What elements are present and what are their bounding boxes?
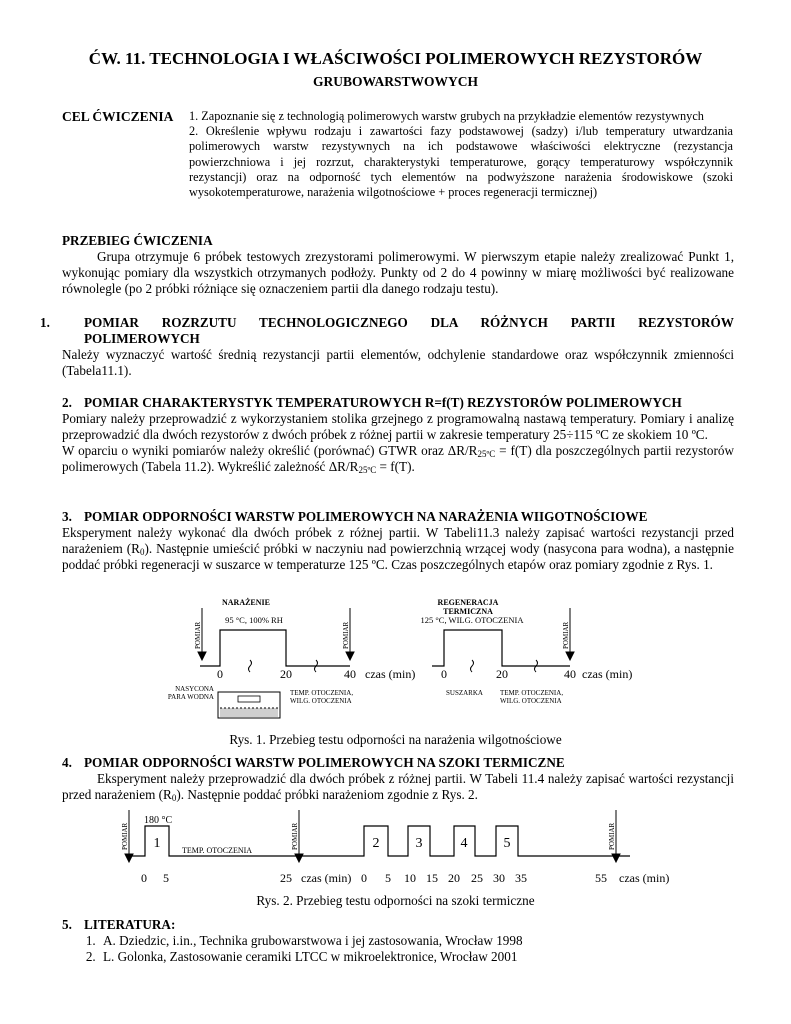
section-1-text: Należy wyznaczyć wartość średnią rezystancji partii elementów, odchylenie standardowe oraz współczynnik zmienności (Tabela11.1). — [62, 347, 734, 378]
fig1-tick-40-right: 40 — [564, 667, 576, 681]
section-4-title: POMIAR ODPORNOŚCI WARSTW POLIMEROWYCH NA SZOKI TERMICZNE — [84, 755, 565, 770]
section-1-heading — [40, 315, 734, 347]
s3-text-b: ). Następnie umieścić próbki w naczyniu nad powierzchnią wrzącej wody (nasycona para wodna), a następnie poddać próbki regeneracji w suszarce w temperaturze 125 ºC. Czas poszczególnych etapów oraz pomiary zgodnie z Rys. 1. — [62, 541, 734, 572]
fig2-pulse-2: 2 — [372, 836, 380, 851]
fig1-axis-label-left: czas (min) — [365, 667, 416, 681]
fig1-temp-ot-left-2: WILG. OTOCZENIA — [290, 697, 352, 705]
przebieg-heading: PRZEBIEG ĆWICZENIA — [62, 233, 213, 248]
fig1-tick-0-left: 0 — [217, 667, 223, 681]
section-2-text-1: Pomiary należy przeprowadzić z wykorzystaniem stolika grzejnego z programowalną nastawą temperatury. Pomiary i analizę przeprowadzić dla dwóch rezystorów z dwóch próbek z różnej partii w zakresie temperatury 25÷115 ºC ze skokiem 10 ºC. — [62, 411, 734, 442]
cel-body — [189, 109, 733, 200]
section-3 — [62, 509, 734, 573]
fig2-temp: 180 °C — [144, 815, 173, 826]
fig2-pomiar-2: POMIAR — [291, 822, 299, 850]
fig1-termiczna-label: TERMICZNA — [443, 607, 493, 616]
fig2-axis-label-left: czas (min) — [301, 871, 352, 885]
s2-sub-1: 25ºC — [477, 449, 496, 459]
fig1-temp-ot-right-1: TEMP. OTOCZENIA, — [500, 689, 564, 697]
reference-item: 2. L. Golonka, Zastosowanie ceramiki LTCC w mikroelektronice, Wrocław 2001 — [99, 949, 734, 965]
fig2-temp-ot: TEMP. OTOCZENIA — [182, 846, 253, 855]
section-1-title: POMIAR ROZRZUTU TECHNOLOGICZNEGO DLA RÓŻNYCH PARTII REZYSTORÓW POLIMEROWYCH — [84, 315, 734, 346]
fig1-nasycona-2: PARA WODNA — [167, 693, 214, 701]
cel-label: CEL ĆWICZENIA — [62, 109, 174, 124]
section-4-number: 4. — [62, 755, 72, 770]
s2-text-c: = f(T). — [376, 459, 415, 474]
fig2-pulse-4: 4 — [460, 836, 468, 851]
fig1-arrow-head-2 — [346, 652, 354, 660]
section-5-title: LITERATURA: — [84, 917, 176, 932]
section-2-text-2 — [62, 443, 734, 475]
section-2 — [62, 395, 734, 475]
fig2-tick-r-10: 10 — [404, 871, 416, 885]
figure-2-caption: Rys. 2. Przebieg testu odporności na szoki termiczne — [256, 893, 535, 908]
fig2-tick-r-35: 35 — [515, 871, 527, 885]
fig2-tick-r-25: 25 — [471, 871, 483, 885]
s3-text-a: Eksperyment należy wykonać dla dwóch próbek z różnej partii. W Tabeli11.3 należy zapisać wartości rezystancji przed narażeniem (R — [62, 525, 734, 556]
fig2-tick-r-15: 15 — [426, 871, 438, 885]
section-5-heading — [62, 917, 734, 933]
fig1-arrow-head-3 — [566, 652, 574, 660]
fig1-tick-0-right: 0 — [441, 667, 447, 681]
section-1-number: 1. — [40, 315, 50, 330]
fig1-left-profile — [200, 630, 350, 666]
fig1-pomiar-2: POMIAR — [342, 621, 350, 649]
fig1-tick-40-left: 40 — [344, 667, 356, 681]
reference-item: 1. A. Dziedzic, i.in., Technika grubowarstwowa i jej zastosowania, Wrocław 1998 — [99, 933, 734, 949]
fig2-pulse-1: 1 — [153, 836, 161, 851]
title-line-1: ĆW. 11. TECHNOLOGIA I WŁAŚCIWOŚCI POLIMEROWYCH REZYSTORÓW — [88, 49, 703, 68]
fig1-nasycona-1: NASYCONA — [175, 685, 214, 693]
figure-1-diagram — [150, 594, 650, 730]
fig1-sample-holder — [238, 696, 260, 702]
fig1-cond-right: 125 °C, WILG. OTOCZENIA — [420, 615, 524, 625]
section-5-number: 5. — [62, 917, 72, 932]
fig1-tick-20-right: 20 — [496, 667, 508, 681]
section-5 — [62, 917, 734, 965]
figure-2-diagram — [100, 806, 700, 892]
fig2-arrow-head-1 — [125, 854, 133, 862]
figure-1-caption: Rys. 1. Przebieg testu odporności na narażenia wilgotnościowe — [229, 732, 562, 747]
document-title — [0, 48, 791, 92]
fig1-regeneracja-label: REGENERACJA — [437, 598, 499, 607]
fig2-tick-r-0: 0 — [361, 871, 367, 885]
fig2-arrow-head-2 — [295, 854, 303, 862]
s4-sub: 0 — [171, 793, 177, 803]
fig2-tick-l-0: 0 — [141, 871, 147, 885]
cel-item-1: 1. Zapoznanie się z technologią polimerowych warstw grubych na przykładzie elementów rezystywnych — [189, 109, 704, 123]
przebieg-text: Grupa otrzymuje 6 próbek testowych zrezystorami polimerowymi. W pierwszym etapie należy zrealizować Punkt 1, wykonując pomiary dla wszystkich otrzymanych podłoży. Punkty od 2 do 4 powinny w miarę możliwości być realizowane równolegle (po 2 próbki różniące się oznaczeniem partii dla danego rodzaju testu). — [62, 249, 734, 296]
section-3-heading — [62, 509, 734, 525]
fig1-break-3 — [471, 660, 474, 672]
fig2-pomiar-3: POMIAR — [608, 822, 616, 850]
s2-text-a: W oparciu o wyniki pomiarów należy określić (porównać) GTWR oraz ΔR/R — [62, 443, 478, 458]
fig1-temp-ot-left-1: TEMP. OTOCZENIA, — [290, 689, 354, 697]
fig1-arrow-head-1 — [198, 652, 206, 660]
section-4-heading — [62, 755, 734, 771]
fig1-temp-ot-right-2: WILG. OTOCZENIA — [500, 697, 562, 705]
section-3-title: POMIAR ODPORNOŚCI WARSTW POLIMEROWYCH NA NARAŻENIA WIIGOTNOŚCIOWE — [84, 509, 648, 524]
section-2-heading — [62, 395, 734, 411]
fig1-water-vessel — [218, 692, 280, 718]
fig1-pomiar-3: POMIAR — [562, 621, 570, 649]
fig2-tick-r-55: 55 — [595, 871, 607, 885]
s4-text-b: ). Następnie poddać próbki narażeniom zgodnie z Rys. 2. — [176, 787, 478, 802]
section-1 — [40, 315, 734, 379]
s3-sub: 0 — [139, 547, 145, 557]
fig2-tick-r-5: 5 — [385, 871, 391, 885]
s2-sub-2: 25ºC — [358, 465, 377, 475]
fig2-tick-r-20: 20 — [448, 871, 460, 885]
section-4-text — [62, 771, 734, 803]
fig1-narazenie-label: NARAŻENIE — [221, 598, 271, 607]
fig1-break-1 — [249, 660, 252, 672]
section-3-text — [62, 525, 734, 573]
fig2-axis-label-right: czas (min) — [619, 871, 670, 885]
fig2-arrow-head-3 — [612, 854, 620, 862]
section-4 — [62, 755, 734, 803]
section-2-number: 2. — [62, 395, 72, 410]
fig2-pulse-3: 3 — [415, 836, 423, 851]
fig1-pomiar-1: POMIAR — [194, 621, 202, 649]
fig2-tick-l-25: 25 — [280, 871, 292, 885]
fig1-water-fill — [220, 708, 278, 717]
title-line-2: GRUBOWARSTWOWYCH — [312, 74, 479, 89]
fig2-pulse-5: 5 — [503, 836, 511, 851]
fig1-suszarka: SUSZARKA — [446, 689, 483, 697]
cel-item-2: 2. Określenie wpływu rodzaju i zawartości fazy podstawowej (sadzy) i/lub temperatury utwardzania polimerowych warstw rezystywnych na ich podstawowe właściwości elektryczne (rezystancja powierzchniowa i jej rozrzut, charakterystyki temperaturowe, gorący temperaturowy współczynnik rezystancji) oraz na odporność tych elementów na podwyższone narażenia środowiskowe (szoki wysokotemperaturowe, narażenia wilgotnościowe + proces regeneracji termicznej) — [189, 124, 733, 200]
fig2-right-profile — [288, 826, 630, 856]
s2-text-b: = f(T) dla poszczególnych partii rezystorów polimerowych (Tabela 11.2). Wykreślić zależność ΔR/R — [62, 443, 735, 474]
fig2-pomiar-1: POMIAR — [121, 822, 129, 850]
fig1-axis-label-right: czas (min) — [582, 667, 633, 681]
references-list — [62, 933, 734, 965]
fig2-tick-r-30: 30 — [493, 871, 505, 885]
s4-text-a: Eksperyment należy przeprowadzić dla dwóch próbek z różnej partii. W Tabeli 11.4 należy zapisać wartości rezystancji przed narażeniem (R — [62, 771, 734, 802]
fig2-tick-l-5: 5 — [163, 871, 169, 885]
fig1-cond-left: 95 °C, 100% RH — [225, 615, 283, 625]
fig1-right-profile — [432, 630, 570, 666]
section-2-title: POMIAR CHARAKTERYSTYK TEMPERATUROWYCH R=f(T) REZYSTORÓW POLIMEROWYCH — [84, 395, 682, 410]
przebieg-section — [62, 233, 734, 297]
fig1-tick-20-left: 20 — [280, 667, 292, 681]
section-3-number: 3. — [62, 509, 72, 524]
